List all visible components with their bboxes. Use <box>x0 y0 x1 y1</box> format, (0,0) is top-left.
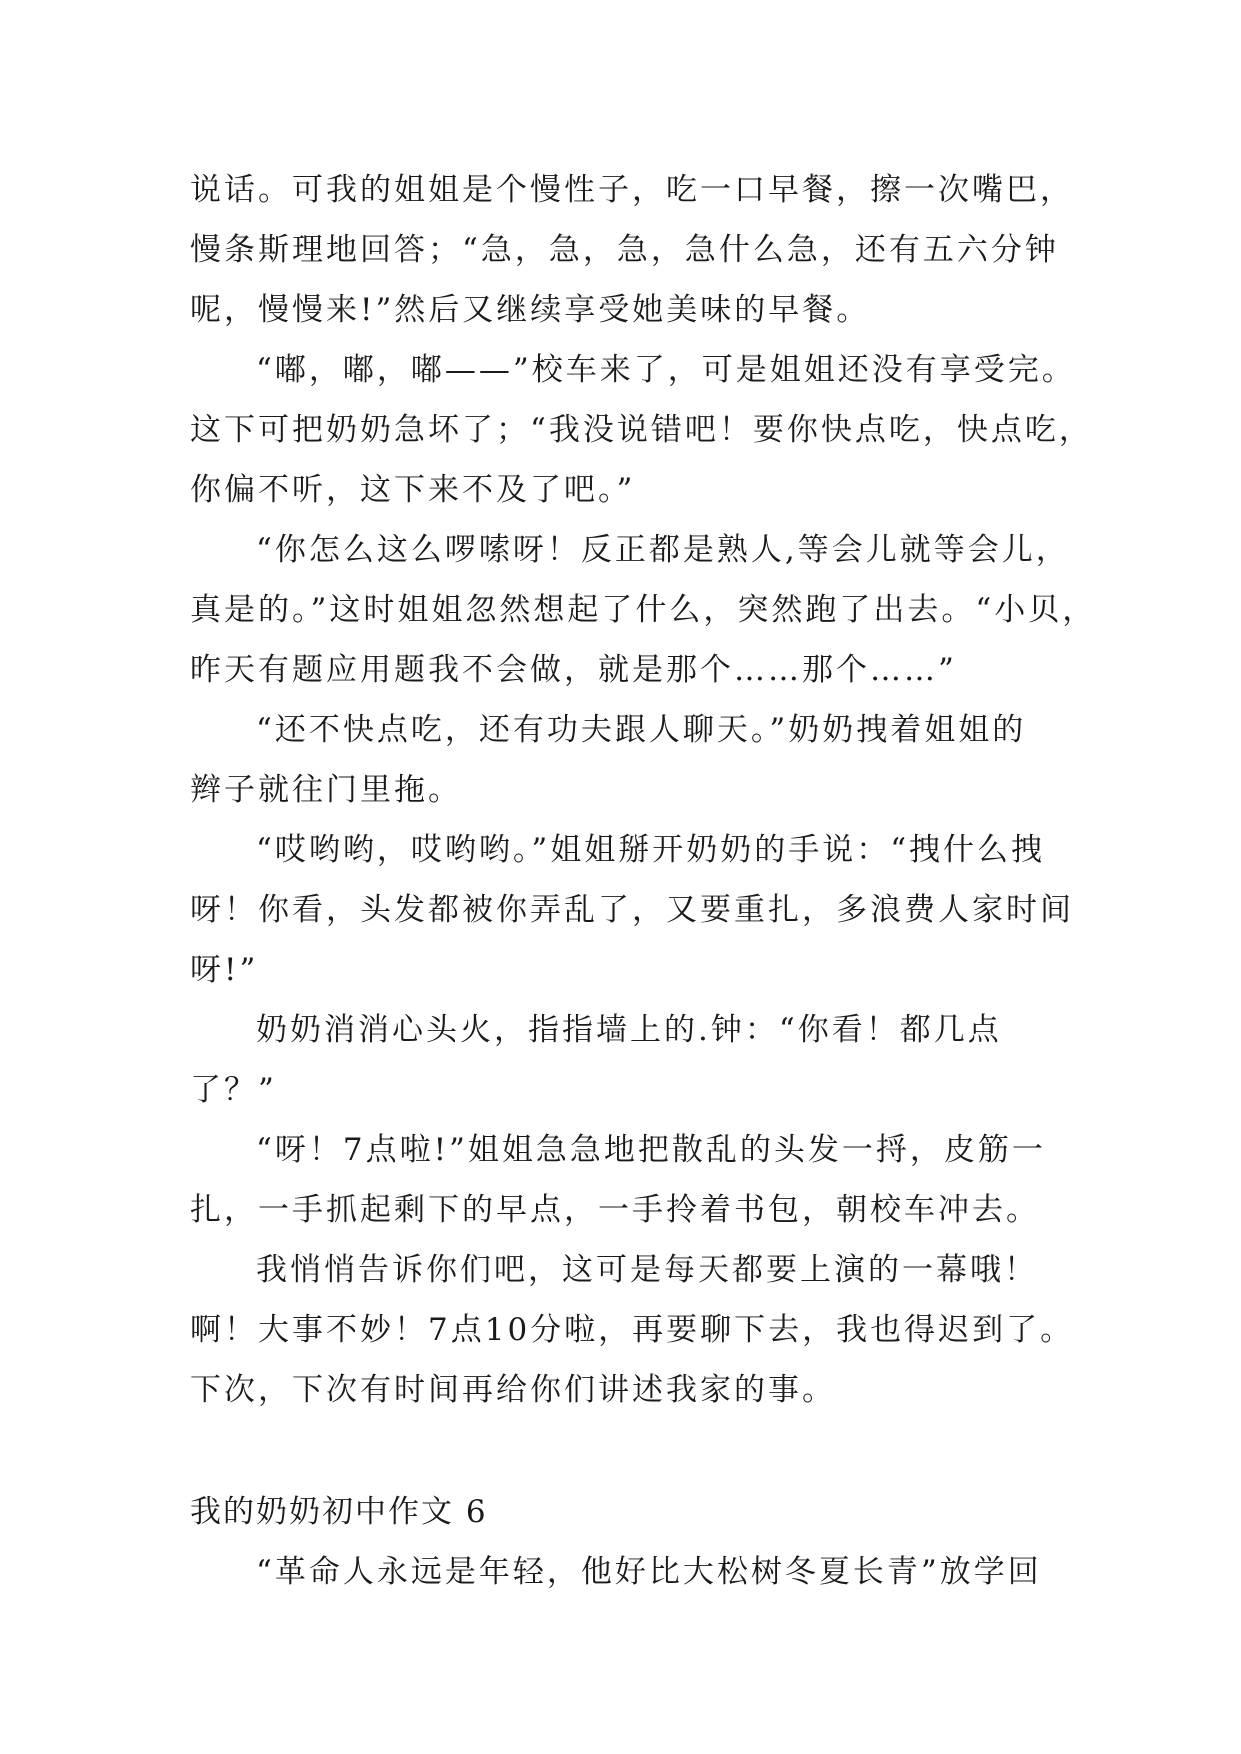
text-line: 扎，一手抓起剩下的早点，一手拎着书包，朝校车冲去。 <box>190 1192 1040 1228</box>
paragraph-start-line: 我悄悄告诉你们吧，这可是每天都要上演的一幕哦！ <box>256 1252 1038 1288</box>
text-line: 啊！大事不妙！7点10分啦，再要聊下去，我也得迟到了。 <box>190 1312 1075 1348</box>
paragraph-start-line: “还不快点吃，还有功夫跟人聊天。”奶奶拽着姐姐的 <box>256 712 1027 748</box>
text-line: 了？” <box>190 1072 277 1108</box>
paragraph-start-line: “嘟，嘟，嘟——”校车来了，可是姐姐还没有享受完。 <box>256 352 1076 388</box>
section-gap <box>190 1420 1052 1482</box>
text-line: 说话。可我的姐姐是个慢性子，吃一口早餐，擦一次嘴巴， <box>190 172 1074 208</box>
paragraph-start-line: 奶奶消消心头火，指指墙上的.钟：“你看！都几点 <box>256 1012 1002 1048</box>
text-line: 呀!” <box>190 952 259 988</box>
section-title: 我的奶奶初中作文 6 <box>190 1494 488 1530</box>
text-line: 慢条斯理地回答；“急，急，急，急什么急，还有五六分钟 <box>190 232 1059 268</box>
text-line: 呀！你看，头发都被你弄乱了，又要重扎，多浪费人家时间 <box>190 892 1074 928</box>
paragraph-start-line: “哎哟哟，哎哟哟。”姐姐掰开奶奶的手说：“拽什么拽 <box>256 832 1046 868</box>
text-line: 呢，慢慢来!”然后又继续享受她美味的早餐。 <box>190 292 871 328</box>
text-line: 真是的。”这时姐姐忽然想起了什么，突然跑了出去。“小贝， <box>190 592 1097 628</box>
paragraph-start-line: “你怎么这么啰嗦呀！反正都是熟人,等会儿就等会儿， <box>256 532 1070 568</box>
document-body <box>190 160 1097 1602</box>
paragraph-start-line: “呀！7点啦!”姐姐急急地把散乱的头发一捋，皮筋一 <box>256 1132 1046 1168</box>
text-line: 你偏不听，这下来不及了吧。” <box>190 472 636 508</box>
text-line: 辫子就往门里拖。 <box>190 772 462 808</box>
text-line: 这下可把奶奶急坏了；“我没说错吧！要你快点吃，快点吃， <box>190 412 1093 448</box>
text-line: 昨天有题应用题我不会做，就是那个……那个……” <box>190 652 957 688</box>
text-line: 下次，下次有时间再给你们讲述我家的事。 <box>190 1372 836 1408</box>
paragraph-start-line: “革命人永远是年轻，他好比大松树冬夏长青”放学回 <box>256 1554 1042 1590</box>
